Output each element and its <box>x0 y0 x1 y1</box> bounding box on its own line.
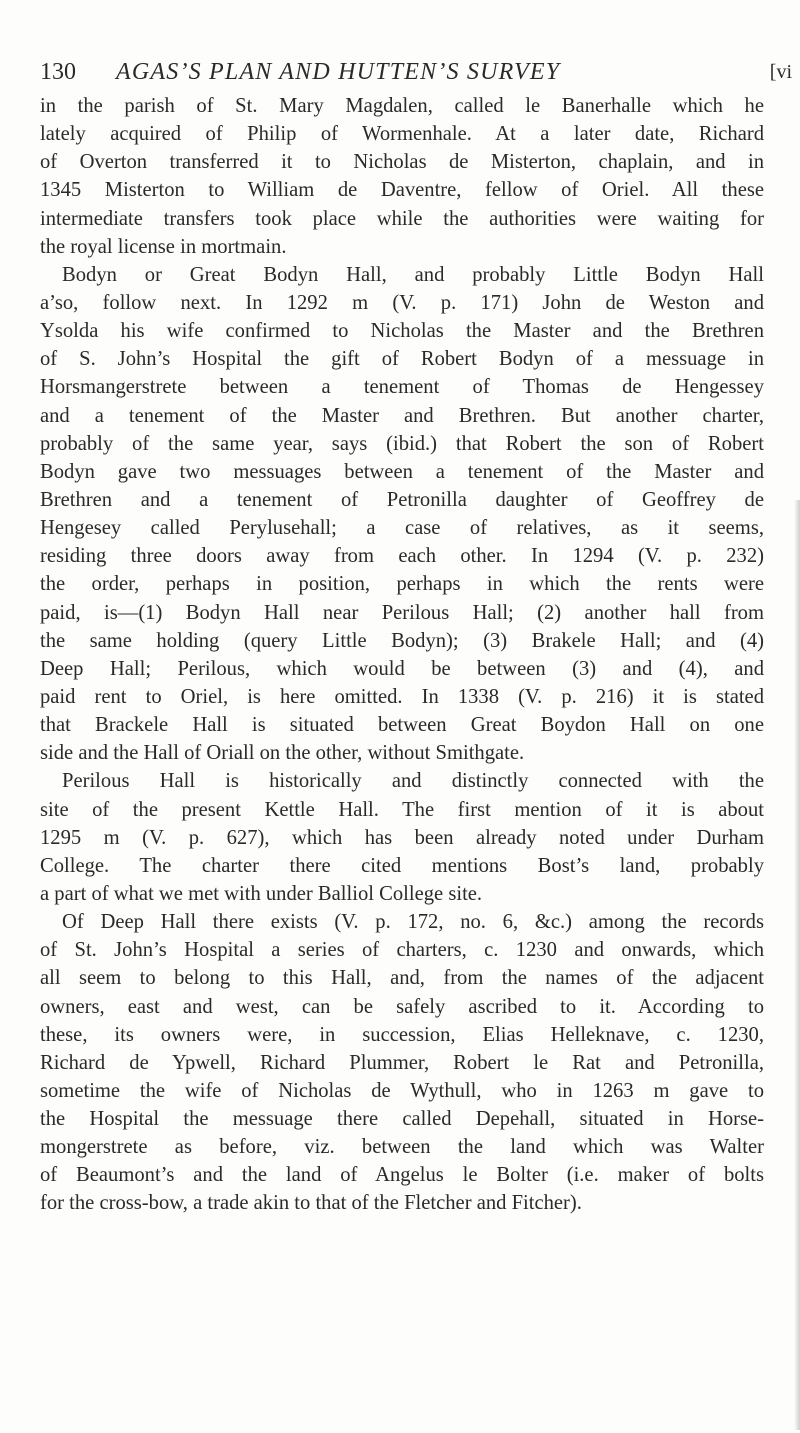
text-line: Bodyn or Great Bodyn Hall, and probably Little Bodyn Hall <box>62 263 764 286</box>
text-line: Deep Hall; Perilous, which would be between (3) and (4), and <box>40 657 764 680</box>
running-title: AGAS’S PLAN AND HUTTEN’S SURVEY <box>116 59 561 85</box>
text-line: site of the present Kettle Hall. The first mention of it is about <box>40 798 764 821</box>
text-line: and a tenement of the Master and Brethren. But another charter, <box>40 404 764 427</box>
page-edge-shadow <box>794 500 800 1430</box>
text-line: paid rent to Oriel, is here omitted. In 1338 (V. p. 216) it is stated <box>40 685 764 708</box>
text-line: owners, east and west, can be safely ascribed to it. According to <box>40 995 764 1018</box>
text-line: 1295 m (V. p. 627), which has been already noted under Durham <box>40 826 764 849</box>
text-line: residing three doors away from each other. In 1294 (V. p. 232) <box>40 545 764 568</box>
text-line: Richard de Ypwell, Richard Plummer, Robert le Rat and Petronilla, <box>40 1051 764 1074</box>
text-line: Perilous Hall is historically and distinctly connected with the <box>62 770 764 793</box>
text-line: these, its owners were, in succession, Elias Helleknave, c. 1230, <box>40 1023 764 1046</box>
text-line: probably of the same year, says (ibid.) that Robert the son of Robert <box>40 432 764 455</box>
text-line: a part of what we met with under Balliol College site. <box>40 882 483 905</box>
text-line: Hengesey called Perylusehall; a case of relatives, as it seems, <box>40 517 764 540</box>
text-line: of Overton transferred it to Nicholas de Misterton, chaplain, and in <box>40 151 764 174</box>
text-line: lately acquired of Philip of Wormenhale. At a later date, Richard <box>40 123 764 146</box>
text-line: the same holding (query Little Bodyn); (3) Brakele Hall; and (4) <box>40 629 764 652</box>
text-line: of Beaumont’s and the land of Angelus le Bolter (i.e. maker of bolts <box>40 1164 764 1187</box>
text-line: intermediate transfers took place while the authorities were waiting for <box>40 207 764 230</box>
text-line: that Brackele Hall is situated between Great Boydon Hall on one <box>40 714 764 737</box>
text-line: mongerstrete as before, viz. between the land which was Walter <box>40 1136 764 1159</box>
text-line: side and the Hall of Oriall on the other, without Smithgate. <box>40 742 525 765</box>
text-line: the order, perhaps in position, perhaps in which the rents were <box>40 573 764 596</box>
text-line: a’so, follow next. In 1292 m (V. p. 171) John de Weston and <box>40 291 764 314</box>
page-header <box>40 57 792 87</box>
text-line: College. The charter there cited mentions Bost’s land, probably <box>40 854 764 877</box>
text-line: Ysolda his wife confirmed to Nicholas the Master and the Brethren <box>40 320 764 343</box>
text-line: Of Deep Hall there exists (V. p. 172, no. 6, &c.) among the records <box>62 911 764 934</box>
text-line: of S. John’s Hospital the gift of Robert Bodyn of a messuage in <box>40 348 764 371</box>
chapter-mark: [vi <box>769 61 792 83</box>
text-line: paid, is—(1) Bodyn Hall near Perilous Hall; (2) another hall from <box>40 601 764 624</box>
body-text <box>40 92 764 1218</box>
text-line: Brethren and a tenement of Petronilla daughter of Geoffrey de <box>40 488 764 511</box>
text-line: Bodyn gave two messuages between a tenement of the Master and <box>40 460 764 483</box>
page-number: 130 <box>40 59 76 85</box>
text-line: all seem to belong to this Hall, and, from the names of the adjacent <box>40 967 764 990</box>
text-line: sometime the wife of Nicholas de Wythull, who in 1263 m gave to <box>40 1079 764 1102</box>
text-line: the Hospital the messuage there called Depehall, situated in Horse- <box>40 1108 764 1131</box>
text-line: the royal license in mortmain. <box>40 235 287 258</box>
text-line: for the cross-bow, a trade akin to that of the Fletcher and Fitcher). <box>40 1192 582 1215</box>
text-line: of St. John’s Hospital a series of charters, c. 1230 and onwards, which <box>40 939 764 962</box>
text-line: Horsmangerstrete between a tenement of Thomas de Hengessey <box>40 376 764 399</box>
text-line: in the parish of St. Mary Magdalen, called le Banerhalle which he <box>40 95 764 117</box>
text-line: 1345 Misterton to William de Daventre, fellow of Oriel. All these <box>40 179 764 202</box>
